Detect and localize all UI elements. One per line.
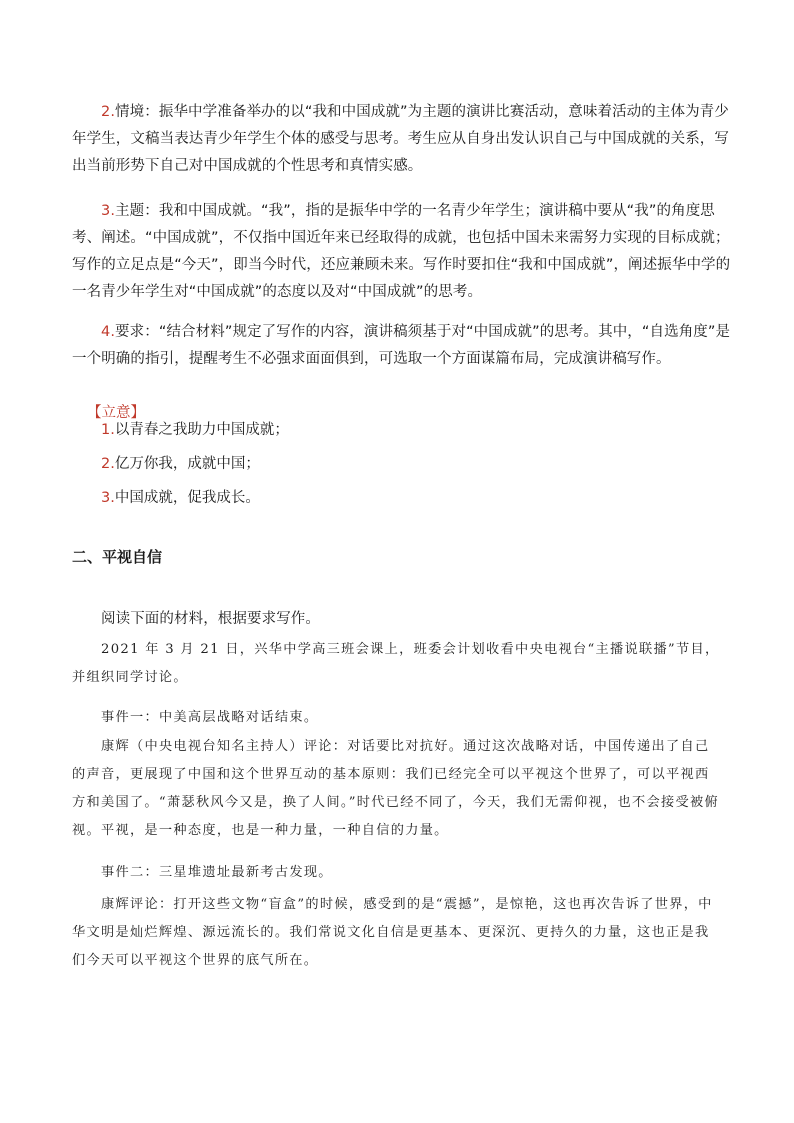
- material-paragraph: 康辉（中央电视台知名主持人）评论：对话要比对抗好。通过这次战略对话，中国传递出了自己的声音，更展现了中国和这个世界互动的基本原则：我们已经完全可以平视这个世界了，可以平视西方和美国了。“萧瑟秋风今又是，换了人间。”时代已经不同了，今天，我们无需仰视，也不会接受被俯视。平视，是一种态度，也是一种力量，一种自信的力量。: [72, 739, 719, 838]
- paragraph-theme: [72, 198, 737, 306]
- list-item-text: 中国成就，促我成长。: [114, 490, 260, 506]
- item-number: 3.: [101, 490, 115, 506]
- material-paragraph: 康辉评论：打开这些文物“盲盒”的时候，感受到的是“震撼”，是惊艳，这也再次告诉了世界，中华文明是灿烂辉煌、源远流长的。我们常说文化自信是更基本、更深沉、更持久的力量，这也正是我们今天可以平视这个世界的底气所在。: [72, 897, 713, 968]
- intent-heading-text: 【立意】: [87, 405, 145, 421]
- material-paragraph: 事件二：三星堆遗址最新考古发现。: [101, 865, 333, 880]
- item-number: 1.: [101, 422, 115, 438]
- instruction: 阅读下面的材料，根据要求写作。: [101, 611, 320, 627]
- item-number: 3.: [101, 203, 116, 219]
- paragraph-text: 主题：我和中国成就。“我”，指的是振华中学的一名青少年学生；演讲稿中要从“我”的角度思考、阐述。“中国成就”，不仅指中国近年来已经取得的成就，也包括中国未来需努力实现的目标成就；写作的立足点是“今天”，即当今时代，还应兼顾未来。写作时要扣住“我和中国成就”，阐述振华中学的一名青少年学生对“中国成就”的态度以及对“中国成就”的思考。: [72, 203, 731, 300]
- list-item: [101, 447, 289, 481]
- list-item: [101, 481, 289, 515]
- material-paragraph: 事件一：中美高层战略对话结束。: [101, 710, 319, 725]
- paragraph-text: 情境：振华中学准备举办的以“我和中国成就”为主题的演讲比赛活动，意味着活动的主体为青少年学生，文稿当表达青少年学生个体的感受与思考。考生应从自身出发认识自己与中国成就的关系，写出当前形势下自己对中国成就的个性思考和真情实感。: [72, 104, 729, 174]
- paragraph-text: 要求：“结合材料”规定了写作的内容，演讲稿须基于对“中国成就”的思考。其中，“自选角度”是一个明确的指引，提醒考生不必强求面面俱到，可选取一个方面谋篇布局，完成演讲稿写作。: [72, 324, 731, 367]
- section-title: 二、平视自信: [72, 548, 163, 566]
- item-number: 2.: [101, 104, 116, 120]
- item-number: 2.: [101, 456, 115, 472]
- list-item: [101, 413, 289, 447]
- material-paragraph: 2021 年 3 月 21 日，兴华中学高三班会课上，班委会计划收看中央电视台“主播说联播”节目，并组织同学讨论。: [72, 642, 720, 685]
- list-item-text: 以青春之我助力中国成就；: [114, 422, 289, 438]
- item-number: 4.: [101, 324, 116, 340]
- paragraph-requirement: [72, 319, 737, 373]
- paragraph-situation: [72, 99, 737, 180]
- intent-list: [101, 413, 289, 515]
- list-item-text: 亿万你我，成就中国；: [114, 456, 260, 472]
